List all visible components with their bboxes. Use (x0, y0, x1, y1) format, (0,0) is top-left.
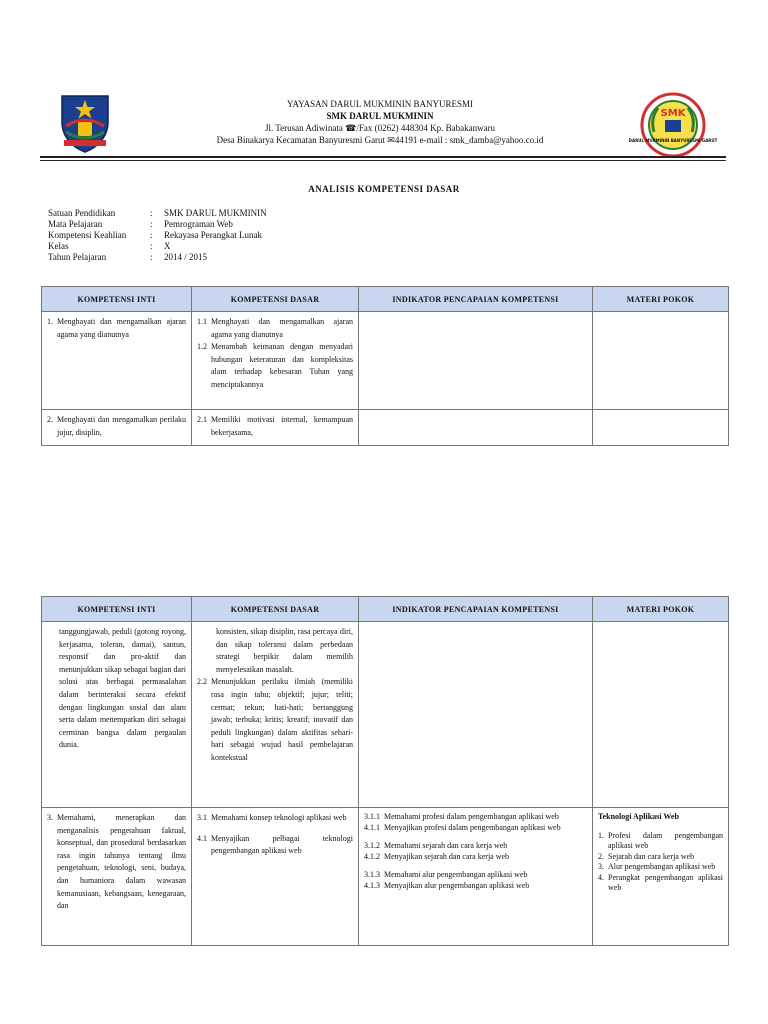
col-header-materi: MATERI POKOK (593, 287, 729, 312)
table-row (42, 808, 729, 946)
foundation-logo (58, 92, 112, 154)
materi-cell (593, 410, 729, 446)
table-header-row (42, 287, 729, 312)
indikator-cell: 3.1.1 Memahami profesi dalam pengembangan aplikasi web 4.1.1 Menyajikan profesi dalam pengembangan aplikasi web 3.1.2 Memahami sejarah dan cara kerja web 4.1.2 Menyajikan sejarah dan cara kerja web 3.1.3 Memahami alur pengembangan aplikasi web 4.1.3 Menyajikan alur pengembangan aplikasi web (359, 808, 593, 946)
materi-cell (593, 312, 729, 410)
header-rule-thick (40, 156, 726, 158)
col-header-materi: MATERI POKOK (593, 597, 729, 622)
info-row: Tahun Pelajaran : 2014 / 2015 (48, 252, 208, 262)
document-title: ANALISIS KOMPETENSI DASAR (308, 184, 460, 194)
col-header-indikator: INDIKATOR PENCAPAIAN KOMPETENSI (359, 287, 593, 312)
materi-cell: Teknologi Aplikasi Web 1. Profesi dalam pengembangan aplikasi web 2. Sejarah dan cara kerja web 3. Alur pengembangan aplikasi web 4. Perangkat pengembangan aplikasi web (593, 808, 729, 946)
header-rule-thin (40, 160, 726, 161)
competency-table-page-2 (41, 596, 729, 946)
info-row: Mata Pelajaran : Pemrograman Web (48, 219, 233, 229)
info-row: Kelas : X (48, 241, 171, 251)
svg-text:SMK: SMK (660, 108, 686, 119)
school-name: SMK DARUL MUKMININ (326, 111, 434, 121)
foundation-name: YAYASAN DARUL MUKMININ BANYURESMI (286, 99, 474, 109)
indikator-cell (359, 312, 593, 410)
indikator-cell (359, 622, 593, 808)
kd-cell: 2.1 Memiliki motivasi internal, kemampuan bekerjasama, (192, 410, 359, 446)
ki-cell: 3. Memahami, menerapkan dan menganalisis pengetahuan faktual, konseptual, dan prosedural berdasarkan rasa ingin tahunya tentang ilmu pengetahuan, teknologi, seni, budaya, dan humaniora dalam wawasan kemanusiaan, kebangsaan, kenegaraan, dan (42, 808, 192, 946)
materi-cell (593, 622, 729, 808)
indikator-cell (359, 410, 593, 446)
address-line-2: Desa Binakarya Kecamatan Banyuresmi Garut ✉44191 e-mail : smk_damba@yahoo.co.id (216, 135, 544, 145)
col-header-ki: KOMPETENSI INTI (42, 597, 192, 622)
table-row (42, 622, 729, 808)
kd-cell: konsisten, sikap disiplin, rasa percaya diri, dan sikap toleransi dalam perbedaan strategi berpikir dalam memilih menyelesaikan masalah. 2.2 Menunjukkan perilaku ilmiah (memiliki rasa ingin tahu; objektif; jujur; teliti; cermat; tekun; hati-hati; bertanggung jawab; terbuka; kritis; kreatif; inovatif dan peduli lingkungan) dalam aktifitas sehari-hari sebagai wujud hasil pembelajaran kontekstual (192, 622, 359, 808)
svg-text:DARUL MUKMININ BANYURESMI GARU: DARUL MUKMININ BANYURESMI GARUT (628, 138, 718, 143)
kd-cell: 1.1 Menghayati dan mengamalkan ajaran agama yang dianutnya 1.2 Menambah keimanan dengan menyadari hubungan keteraturan dan kompleksitas alam terhadap kebesaran Tuhan yang menciptakannya (192, 312, 359, 410)
materi-title: Teknologi Aplikasi Web (598, 812, 679, 821)
info-row: Satuan Pendidikan : SMK DARUL MUKMININ (48, 208, 267, 218)
address-line-1: Jl. Terusan Adiwinata ☎/Fax (0262) 448304 Kp. Babakanwaru (264, 123, 496, 133)
info-row: Kompetensi Keahlian : Rekayasa Perangkat Lunak (48, 230, 262, 240)
col-header-ki: KOMPETENSI INTI (42, 287, 192, 312)
school-logo (628, 92, 718, 158)
ki-cell: 2. Menghayati dan mengamalkan perilaku jujur, disiplin, (42, 410, 192, 446)
competency-table-page-1 (41, 286, 729, 446)
table-row (42, 312, 729, 410)
col-header-indikator: INDIKATOR PENCAPAIAN KOMPETENSI (359, 597, 593, 622)
col-header-kd: KOMPETENSI DASAR (192, 287, 359, 312)
info-block (48, 208, 267, 263)
table-row (42, 410, 729, 446)
ki-cell: 1. Menghayati dan mengamalkan ajaran agama yang dianutnya (42, 312, 192, 410)
kd-cell: 3.1 Memahami konsep teknologi aplikasi web 4.1 Menyajikan pelbagai teknologi pengembangan aplikasi web (192, 808, 359, 946)
table-header-row (42, 597, 729, 622)
col-header-kd: KOMPETENSI DASAR (192, 597, 359, 622)
ki-cell: tanggungjawab, peduli (gotong royong, kerjasama, toleran, damai), santun, responsif dan pro-aktif dan menunjukkan sikap sebagai bagian dari solusi atas berbagai permasalahan dalam berinteraksi secara efektif dengan lingkungan sosial dan alam serta dalam menempatkan diri sebagai cerminan bangsa dalam pergaulan dunia. (42, 622, 192, 808)
